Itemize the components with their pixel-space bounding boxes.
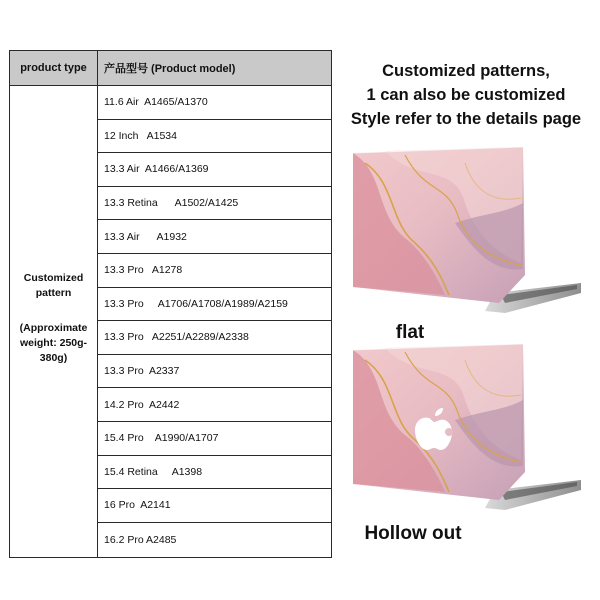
weight-note-3: 380g)	[39, 352, 68, 364]
headline-line-1: Customized patterns,	[382, 62, 550, 80]
label-flat: flat	[395, 322, 425, 343]
model-list	[98, 86, 331, 556]
table-row: 13.3 Air A1466/A1369	[98, 153, 331, 187]
table-row: 13.3 Retina A1502/A1425	[98, 187, 331, 221]
header-product-type: product type	[10, 51, 98, 85]
customized-title-1: Customized	[23, 272, 84, 284]
laptop-hollow-image	[345, 340, 585, 520]
laptop-flat-image	[345, 143, 585, 323]
table-row: 15.4 Retina A1398	[98, 456, 331, 490]
customized-title-2: pattern	[35, 287, 72, 299]
table-row: 13.3 Pro A1706/A1708/A1989/A2159	[98, 288, 331, 322]
table-row: 16.2 Pro A2485	[104, 533, 177, 546]
product-type-cell	[10, 86, 98, 557]
table-row: 13.3 Pro A1278	[98, 254, 331, 288]
table-row: 13.3 Pro A2251/A2289/A2338	[98, 321, 331, 355]
label-hollow-out: Hollow out	[364, 523, 462, 544]
table-row: 11.6 Air A1465/A1370	[98, 86, 331, 120]
table-row: 13.3 Air A1932	[98, 220, 331, 254]
table-row: 12 Inch A1534	[98, 120, 331, 154]
product-table	[9, 50, 332, 558]
weight-note-2: weight: 250g-	[19, 337, 88, 349]
table-row: 13.3 Pro A2337	[98, 355, 331, 389]
table-row: 15.4 Pro A1990/A1707	[98, 422, 331, 456]
table-row: 14.2 Pro A2442	[98, 388, 331, 422]
headline-line-2: 1 can also be customized	[366, 86, 566, 104]
header-product-model: 产品型号 (Product model)	[104, 63, 236, 75]
weight-note-1: (Approximate	[19, 322, 88, 334]
headline-line-3: Style refer to the details page	[350, 110, 582, 128]
table-header	[10, 51, 331, 86]
table-row: 16 Pro A2141	[98, 489, 331, 523]
